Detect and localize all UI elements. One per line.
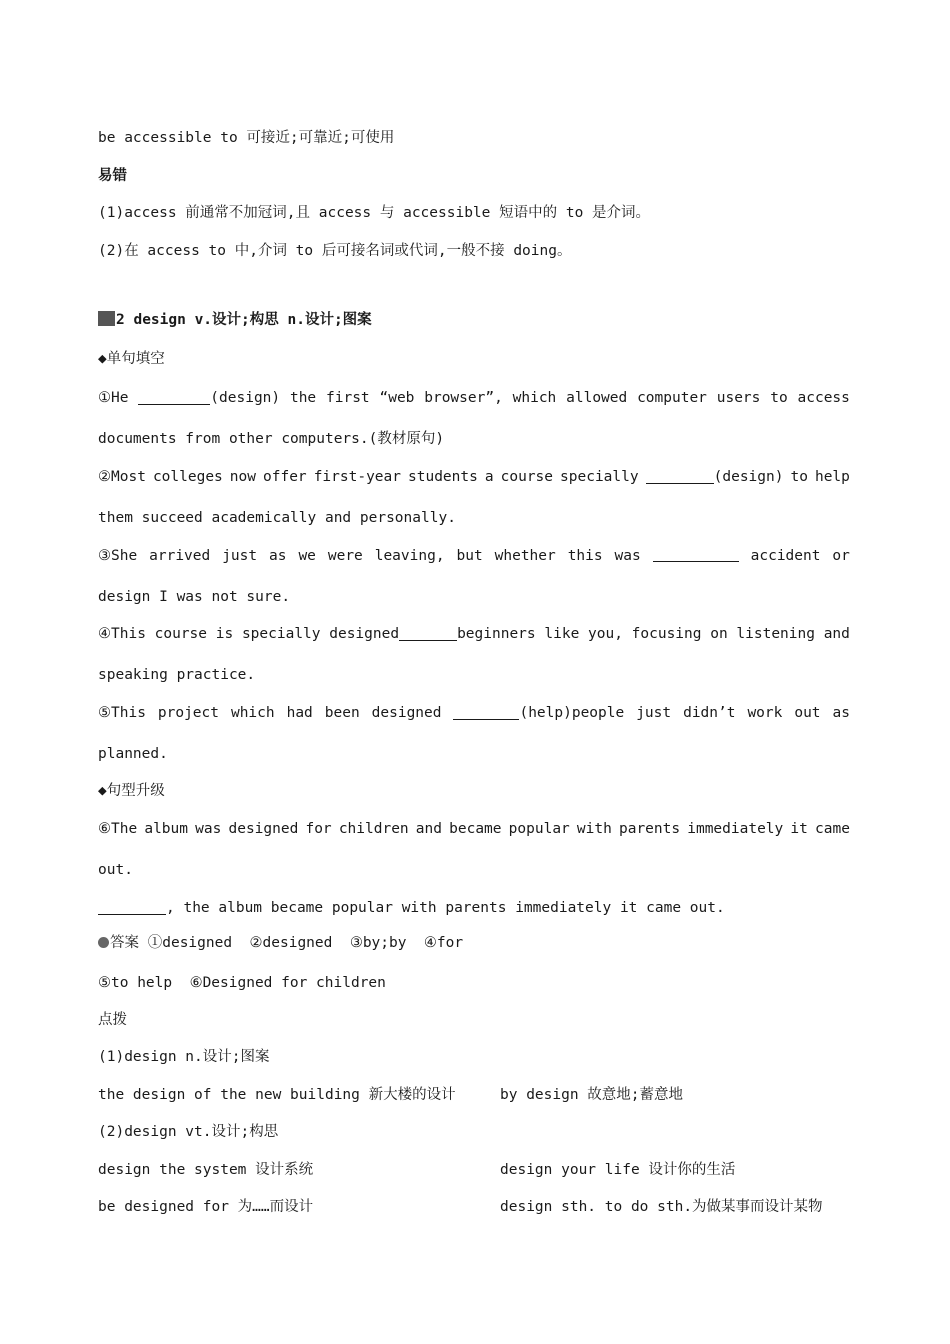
mistake-2: (2)在 access to 中,介词 to 后可接名词或代词,一般不接 doing。 [98,243,572,259]
answers-line-1: 答案 ①designed ②designed ③by;by ④for [98,933,463,953]
mistake-1: (1)access 前通常不加冠词,且 access 与 accessible 短语中的 to 是介词。 [98,205,651,221]
tip-2-example-d: design sth. to do sth.为做某事而设计某物 [500,1199,823,1215]
answers-label: 答案 [110,935,139,951]
mistakes-title: 易错 [98,168,127,184]
blank-3[interactable] [653,546,739,562]
question-5-cont: planned. [98,746,168,762]
question-2-cont: them succeed academically and personally. [98,510,456,526]
tip-2-example-a: design the system 设计系统 [98,1162,314,1178]
question-1: ①He (design) the first “web browser”, which allowed computer users to access [98,390,850,406]
question-6-rewrite: , the album became popular with parents immediately it came out. [98,898,725,918]
section-marker-icon [98,311,115,326]
phrase-accessible: be accessible to 可接近;可靠近;可使用 [98,130,395,146]
tip-1-example-a: the design of the new building 新大楼的设计 [98,1087,456,1103]
blank-5[interactable] [453,704,519,720]
upgrade-title: ◆句型升级 [98,783,165,799]
tip-1: (1)design n.设计;图案 [98,1049,270,1065]
blank-2[interactable] [646,468,714,484]
question-4: ④This course is specially designed beginners like you, focusing on listening and [98,626,850,642]
tips-title: 点拨 [98,1012,127,1028]
question-4-cont: speaking practice. [98,667,256,683]
tip-2-example-c: be designed for 为……而设计 [98,1199,314,1215]
answer-icon [98,937,109,948]
question-6: ⑥The album was designed for children and became popular with parents immediately it came [98,821,850,837]
fill-title: ◆单句填空 [98,351,165,367]
question-1-cont: documents from other computers.(教材原句) [98,431,445,447]
answers-line-2: ⑤to help ⑥Designed for children [98,975,386,991]
tip-1-example-b: by design 故意地;蓄意地 [500,1087,684,1103]
question-3-cont: design I was not sure. [98,589,291,605]
tip-2: (2)design vt.设计;构思 [98,1124,279,1140]
blank-1[interactable] [138,389,210,405]
section-heading: 2 design v.设计;构思 n.设计;图案 [98,310,372,330]
question-6-cont: out. [98,862,133,878]
blank-6[interactable] [98,899,166,915]
tip-2-example-b: design your life 设计你的生活 [500,1162,736,1178]
question-3: ③She arrived just as we were leaving, but whether this was accident or [98,548,850,564]
question-5: ⑤This project which had been designed (help)people just didn’t work out as [98,705,850,721]
blank-4[interactable] [399,625,457,641]
question-2: ②Most colleges now offer first-year students a course specially (design) to help [98,469,850,485]
